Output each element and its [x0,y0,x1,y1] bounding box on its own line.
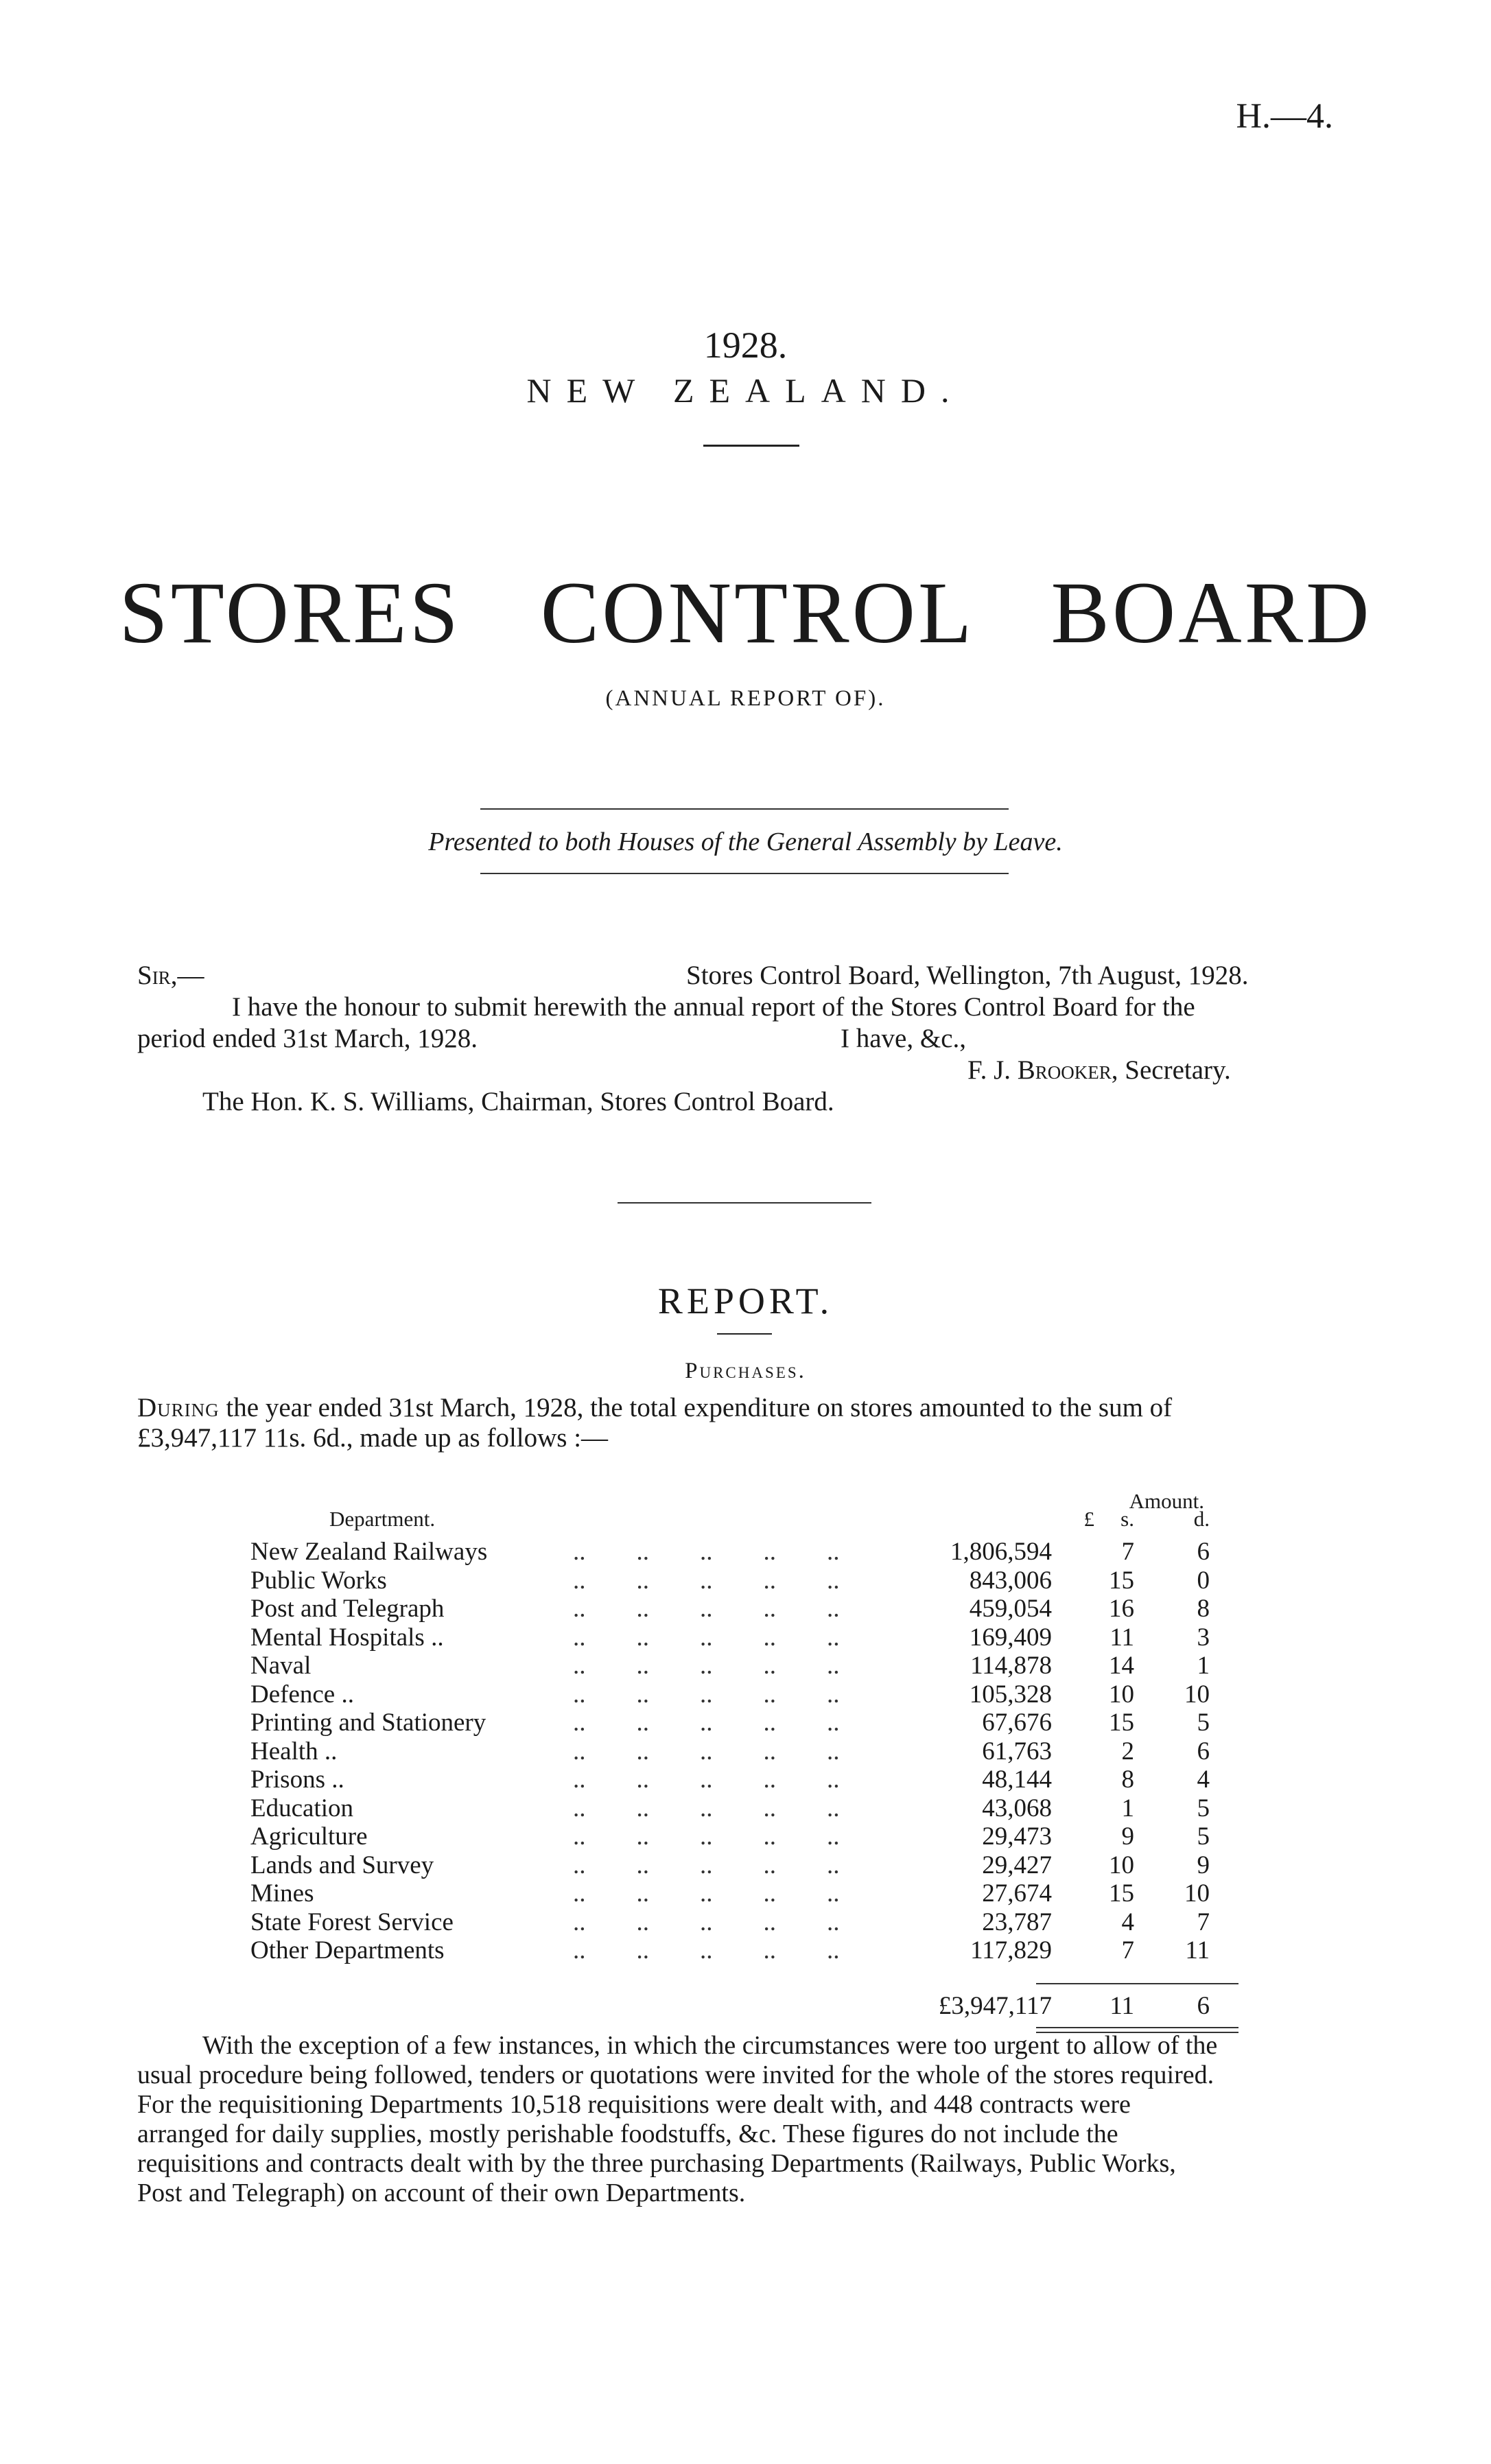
table-row [250,1708,1238,1737]
department-cell: Defence .. [250,1680,354,1709]
section-heading-purchases: Purchases. [685,1359,806,1383]
table-row [250,1851,1238,1879]
column-header-pence: d. [1193,1507,1210,1531]
dot-leader: .. .. .. .. .. [573,1538,840,1566]
amount-pounds-cell: 1,806,594 [950,1538,1052,1566]
presented-rule-bottom [480,873,1009,874]
presented-notice: Presented to both Houses of the General Assembly by Leave. [428,828,1063,856]
amount-pence-cell: 8 [1197,1595,1210,1623]
amount-shillings-cell: 10 [1109,1680,1134,1709]
department-cell: Other Departments [250,1936,445,1964]
masthead-divider [703,445,799,447]
amount-shillings-cell: 15 [1109,1879,1134,1908]
dot-leader: .. .. .. .. .. [573,1936,840,1964]
amount-shillings-cell: 14 [1109,1652,1134,1680]
department-cell: State Forest Service [250,1908,454,1936]
amount-shillings-cell: 1 [1121,1794,1134,1822]
total-rule-top [1036,1983,1238,1984]
letter-body-line-1: I have the honour to submit herewith the annual report of the Stores Control Board for the [232,992,1195,1022]
dot-leader: .. .. .. .. .. [573,1765,840,1794]
amount-shillings-cell: 15 [1109,1566,1134,1595]
closing-line-2: usual procedure being followed, tenders or quotations were invited for the whole of the stores required. [137,2061,1214,2089]
department-cell: Naval [250,1652,312,1680]
dot-leader: .. .. .. .. .. [573,1623,840,1652]
closing-line-3: For the requisitioning Departments 10,518 requisitions were dealt with, and 448 contracts were [137,2090,1131,2119]
intro-drop-word: During [137,1393,220,1422]
intro-text: the year ended 31st March, 1928, the total expenditure on stores amounted to the sum of [219,1393,1173,1422]
table-body [250,1537,1238,1964]
amount-shillings-cell: 9 [1121,1822,1134,1851]
table-header-row [250,1507,1238,1537]
dot-leader: .. .. .. .. .. [573,1595,840,1623]
report-intro-line-1 [137,1393,1172,1423]
column-header-shillings: s. [1120,1507,1134,1531]
letter-salutation: Sir,— [137,961,204,990]
report-year: 1928. [703,325,788,366]
expenditure-table [250,1489,1238,2020]
table-row [250,1623,1238,1652]
table-row [250,1794,1238,1822]
section-divider [618,1202,871,1204]
amount-pounds-cell: 29,473 [982,1822,1052,1851]
amount-pounds-cell: 843,006 [969,1566,1052,1595]
amount-pence-cell: 9 [1197,1851,1210,1879]
amount-pounds-cell: 48,144 [982,1765,1052,1794]
table-header-amount-row [250,1489,1238,1513]
amount-pounds-cell: 117,829 [970,1936,1052,1964]
department-cell: Mental Hospitals .. [250,1623,444,1652]
department-cell: Mines [250,1879,314,1908]
amount-pence-cell: 5 [1197,1794,1210,1822]
amount-pounds-cell: 169,409 [969,1623,1052,1652]
report-heading-rule [717,1333,772,1335]
dot-leader: .. .. .. .. .. [573,1709,840,1737]
table-row [250,1566,1238,1595]
table-row [250,1680,1238,1709]
amount-pence-cell: 4 [1197,1765,1210,1794]
letter-closing: I have, &c., [841,1024,967,1053]
department-cell: Post and Telegraph [250,1595,445,1623]
table-row [250,1908,1238,1936]
total-pounds: £3,947,117 [938,1992,1052,2020]
department-cell: Health .. [250,1737,338,1765]
amount-shillings-cell: 8 [1121,1765,1134,1794]
dot-leader: .. .. .. .. .. [573,1879,840,1908]
total-rule-double-1 [1036,2027,1238,2028]
dot-leader: .. .. .. .. .. [573,1566,840,1595]
amount-pounds-cell: 27,674 [982,1879,1052,1908]
report-intro-line-2: £3,947,117 11s. 6d., made up as follows :— [137,1423,609,1453]
table-row [250,1594,1238,1623]
letter-recipient: The Hon. K. S. Williams, Chairman, Stores Control Board. [202,1087,834,1116]
letter-body-line-2: period ended 31st March, 1928. [137,1024,478,1053]
amount-pounds-cell: 114,878 [970,1652,1052,1680]
table-row [250,1765,1238,1794]
amount-pence-cell: 6 [1197,1737,1210,1765]
table-row [250,1879,1238,1908]
dot-leader: .. .. .. .. .. [573,1822,840,1851]
amount-shillings-cell: 16 [1109,1595,1134,1623]
amount-shillings-cell: 10 [1109,1851,1134,1879]
amount-pounds-cell: 61,763 [982,1737,1052,1765]
document-subtitle: (ANNUAL REPORT OF). [605,686,886,711]
amount-pounds-cell: 43,068 [982,1794,1052,1822]
presented-rule-top [480,808,1009,810]
closing-line-1: With the exception of a few instances, in which the circumstances were too urgent to allow of the [202,2031,1218,2060]
department-cell: Lands and Survey [250,1851,434,1879]
table-row [250,1822,1238,1851]
page-reference: H.—4. [1236,97,1333,136]
table-row [250,1936,1238,1964]
department-cell: New Zealand Railways [250,1538,488,1566]
column-header-pounds: £ [1083,1507,1094,1531]
amount-pence-cell: 1 [1197,1652,1210,1680]
department-cell: Public Works [250,1566,387,1595]
letter-signature [967,1055,1231,1086]
column-header-amount: Amount. [1129,1489,1204,1513]
amount-pence-cell: 5 [1197,1822,1210,1851]
amount-pence-cell: 7 [1197,1908,1210,1936]
department-cell: Education [250,1794,354,1822]
amount-shillings-cell: 7 [1121,1936,1134,1964]
signature-title: , Secretary. [1111,1055,1231,1085]
dot-leader: .. .. .. .. .. [573,1851,840,1879]
amount-shillings-cell: 2 [1121,1737,1134,1765]
dot-leader: .. .. .. .. .. [573,1737,840,1765]
amount-pence-cell: 5 [1197,1709,1210,1737]
amount-pounds-cell: 29,427 [982,1851,1052,1879]
document-title: STORES CONTROL BOARD [119,564,1372,661]
column-header-department: Department. [329,1507,436,1531]
closing-paragraph [137,2031,1338,2208]
dot-leader: .. .. .. .. .. [573,1652,840,1680]
amount-pence-cell: 3 [1197,1623,1210,1652]
amount-pounds-cell: 23,787 [982,1908,1052,1936]
table-total-row [250,1991,1238,2020]
amount-pence-cell: 0 [1197,1566,1210,1595]
dot-leader: .. .. .. .. .. [573,1908,840,1936]
closing-line-4: arranged for daily supplies, mostly perishable foodstuffs, &c. These figures do not include the [137,2120,1118,2148]
report-heading: REPORT. [657,1280,834,1322]
amount-pounds-cell: 67,676 [982,1709,1052,1737]
amount-pence-cell: 11 [1185,1936,1210,1964]
amount-shillings-cell: 7 [1121,1538,1134,1566]
amount-pence-cell: 6 [1197,1538,1210,1566]
closing-line-6: Post and Telegraph) on account of their own Departments. [137,2179,746,2207]
amount-pence-cell: 10 [1184,1680,1210,1709]
dot-leader: .. .. .. .. .. [573,1680,840,1709]
closing-line-5: requisitions and contracts dealt with by the three purchasing Departments (Railways, Public Works, [137,2149,1176,2178]
amount-pounds-cell: 459,054 [969,1595,1052,1623]
amount-shillings-cell: 4 [1121,1908,1134,1936]
table-row [250,1537,1238,1566]
dot-leader: .. .. .. .. .. [573,1794,840,1822]
department-cell: Agriculture [250,1822,368,1851]
department-cell: Prisons .. [250,1765,344,1794]
total-shillings: 11 [1110,1992,1134,2020]
letter-address: Stores Control Board, Wellington, 7th August, 1928. [686,961,1249,990]
amount-shillings-cell: 11 [1110,1623,1134,1652]
country-name: NEW ZEALAND. [526,371,965,410]
amount-pounds-cell: 105,328 [969,1680,1052,1709]
department-cell: Printing and Stationery [250,1709,486,1737]
amount-shillings-cell: 15 [1109,1709,1134,1737]
table-row [250,1651,1238,1680]
total-pence: 6 [1197,1992,1210,2020]
signature-name: F. J. Brooker [967,1055,1112,1085]
amount-pence-cell: 10 [1184,1879,1210,1908]
table-row [250,1737,1238,1765]
